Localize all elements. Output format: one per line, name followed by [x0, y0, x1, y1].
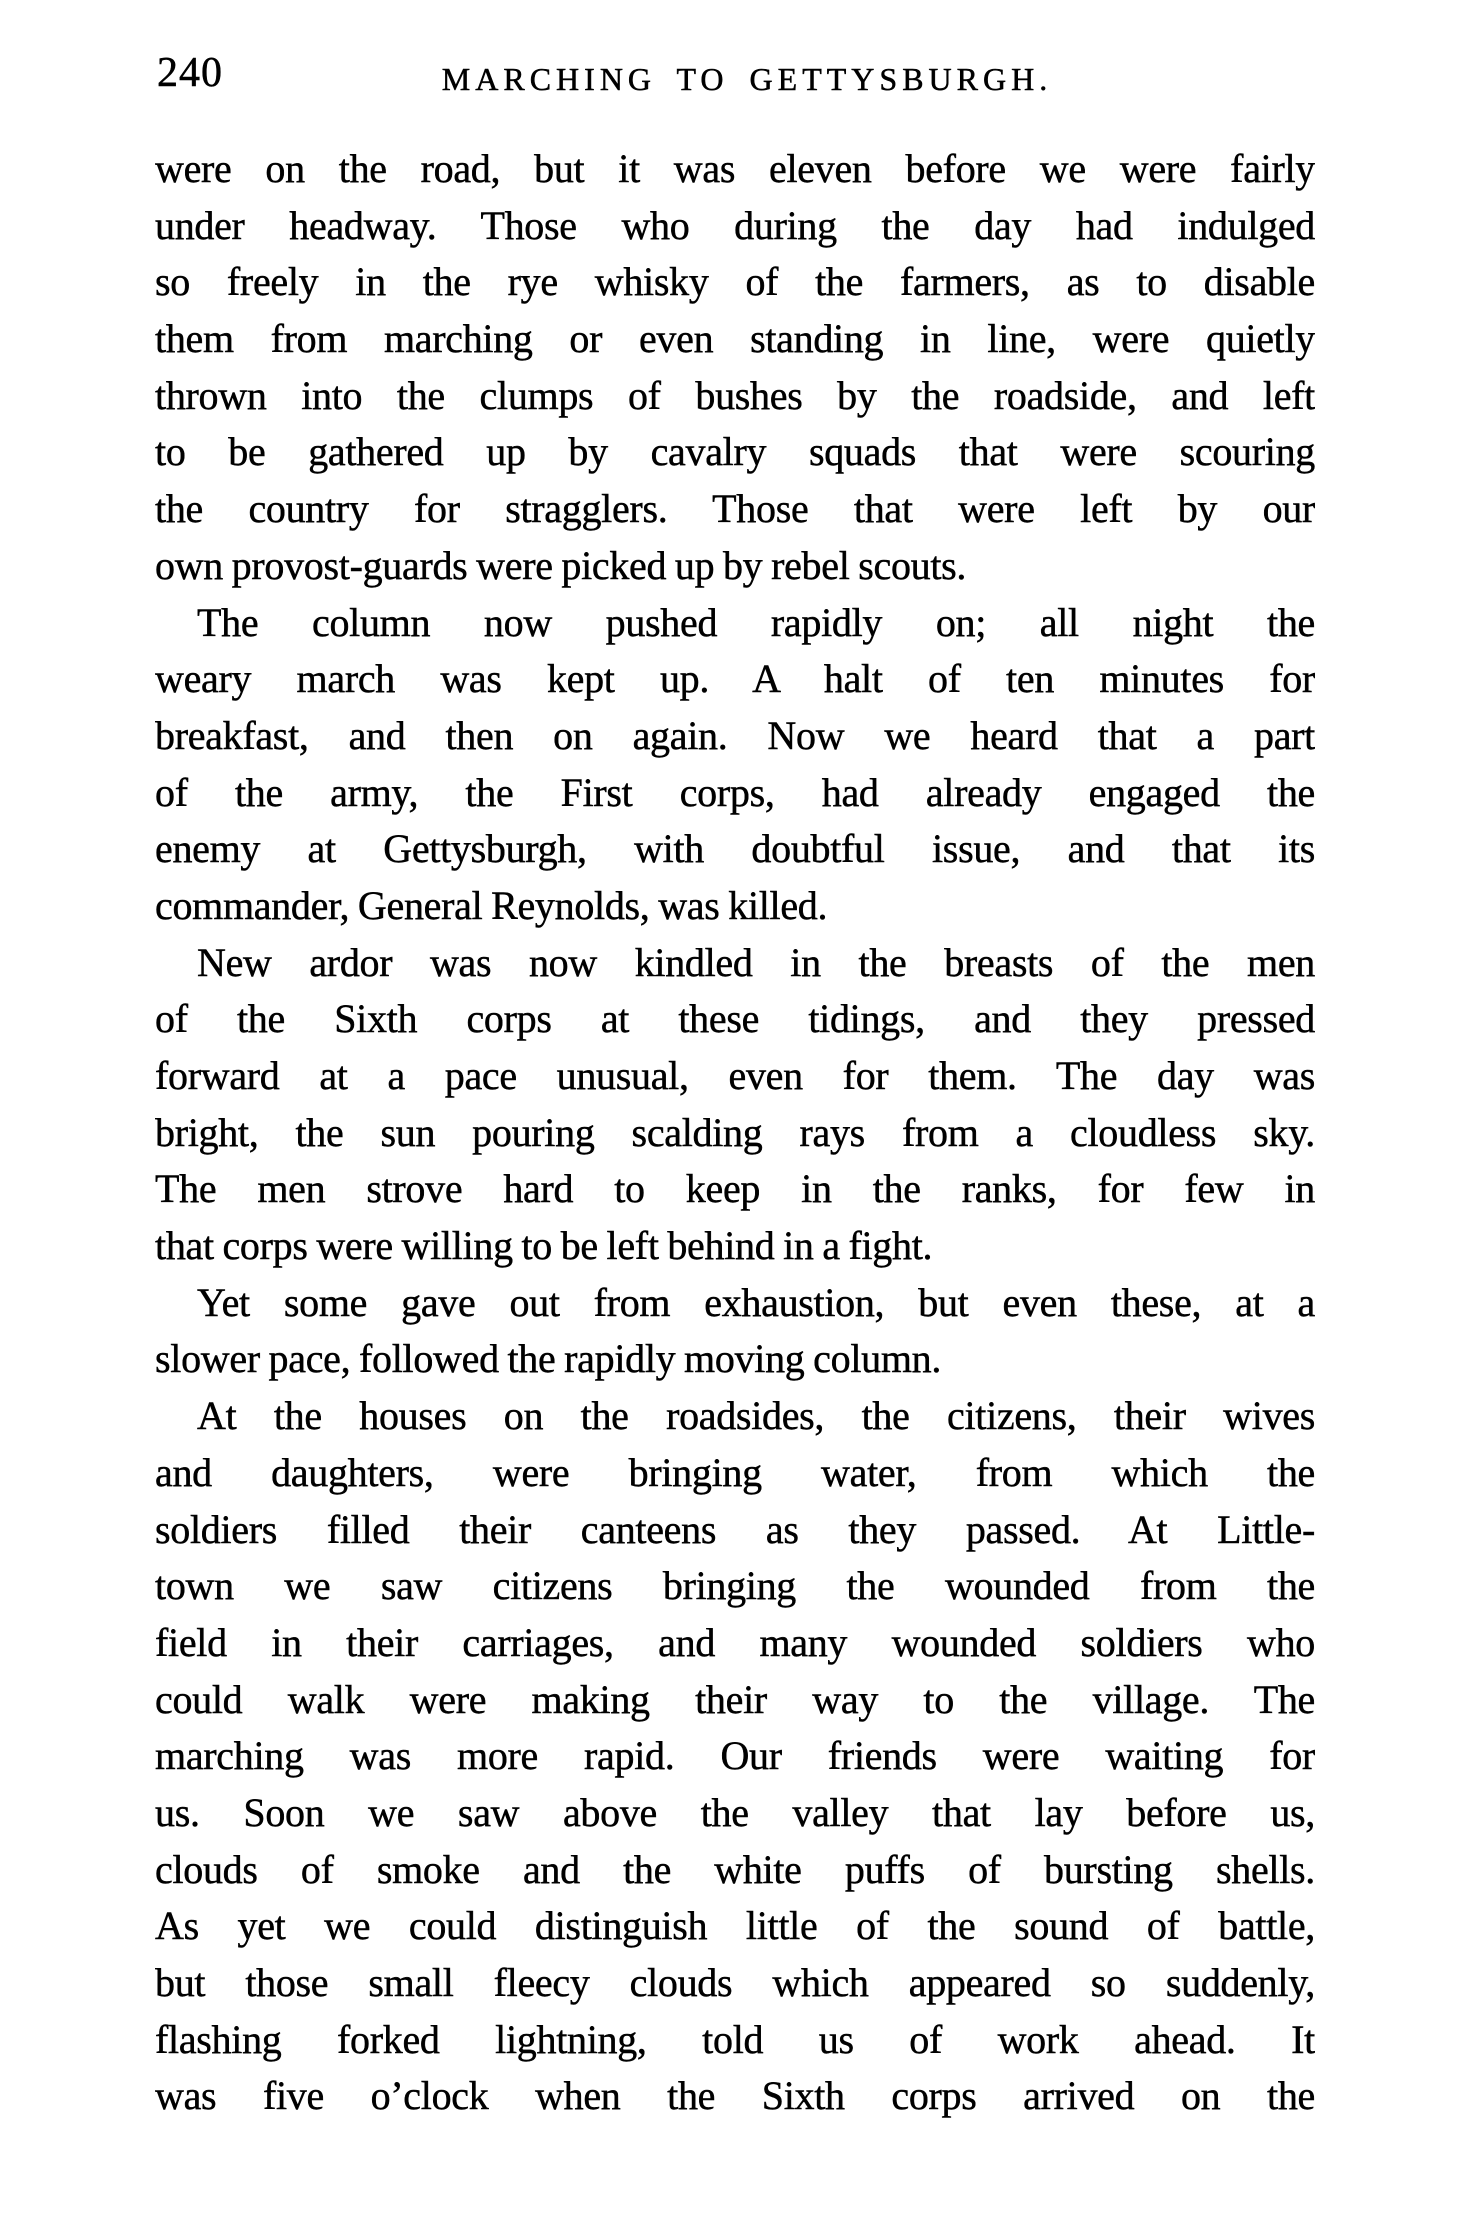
text-line: weary march was kept up. A halt of ten minutes for	[155, 656, 1315, 702]
text-line: could walk were making their way to the village. The	[155, 1676, 1315, 1722]
text-line: so freely in the rye whisky of the farmers, as to disable	[155, 259, 1315, 305]
text-block	[155, 141, 1315, 2125]
text-line: enemy at Gettysburgh, with doubtful issue, and that its	[155, 826, 1315, 872]
text-line: Yet some gave out from exhaustion, but even these, at a	[197, 1279, 1315, 1325]
text-line: town we saw citizens bringing the wounded from the	[155, 1563, 1315, 1609]
text-line: bright, the sun pouring scalding rays from a cloudless sky.	[155, 1109, 1315, 1155]
text-line: clouds of smoke and the white puffs of bursting shells.	[155, 1846, 1315, 1892]
text-line: New ardor was now kindled in the breasts of the men	[197, 939, 1315, 985]
text-line: The men strove hard to keep in the ranks, for few in	[155, 1166, 1315, 1212]
running-header: MARCHING TO GETTYSBURGH.	[441, 61, 1053, 97]
text-line: under headway. Those who during the day had indulged	[155, 202, 1315, 248]
text-line: field in their carriages, and many wounded soldiers who	[155, 1619, 1315, 1665]
text-line: but those small fleecy clouds which appeared so suddenly,	[155, 1960, 1315, 2005]
text-line: of the army, the First corps, had already engaged the	[155, 769, 1315, 815]
text-line: At the houses on the roadsides, the citizens, their wives	[197, 1393, 1315, 1439]
text-line: were on the road, but it was eleven before we were fairly	[155, 146, 1315, 191]
text-line: and daughters, were bringing water, from which the	[155, 1449, 1315, 1495]
text-line: commander, General Reynolds, was killed.	[155, 882, 828, 928]
text-line: flashing forked lightning, told us of work ahead. It	[155, 2016, 1315, 2062]
text-line: soldiers filled their canteens as they passed. At Little-	[155, 1506, 1315, 1552]
text-line: that corps were willing to be left behind in a fight.	[155, 1223, 933, 1269]
text-line: own provost-guards were picked up by rebel scouts.	[155, 542, 967, 588]
text-line: forward at a pace unusual, even for them. The day was	[155, 1053, 1315, 1098]
text-line: them from marching or even standing in line, were quietly	[155, 316, 1315, 362]
text-line: slower pace, followed the rapidly moving column.	[155, 1336, 942, 1382]
page-number: 240	[157, 50, 223, 96]
text-line: The column now pushed rapidly on; all night the	[197, 599, 1315, 645]
text-line: As yet we could distinguish little of the sound of battle,	[155, 1903, 1315, 1949]
text-line: us. Soon we saw above the valley that lay before us,	[155, 1789, 1315, 1835]
text-line: breakfast, and then on again. Now we heard that a part	[155, 712, 1315, 758]
text-line: the country for stragglers. Those that were left by our	[155, 486, 1315, 532]
text-line: of the Sixth corps at these tidings, and they pressed	[155, 996, 1315, 1042]
text-line: marching was more rapid. Our friends were waiting for	[155, 1733, 1315, 1779]
text-line: was five o’clock when the Sixth corps arrived on the	[155, 2073, 1315, 2119]
text-line: thrown into the clumps of bushes by the roadside, and left	[155, 372, 1315, 418]
text-line: to be gathered up by cavalry squads that were scouring	[155, 429, 1315, 475]
